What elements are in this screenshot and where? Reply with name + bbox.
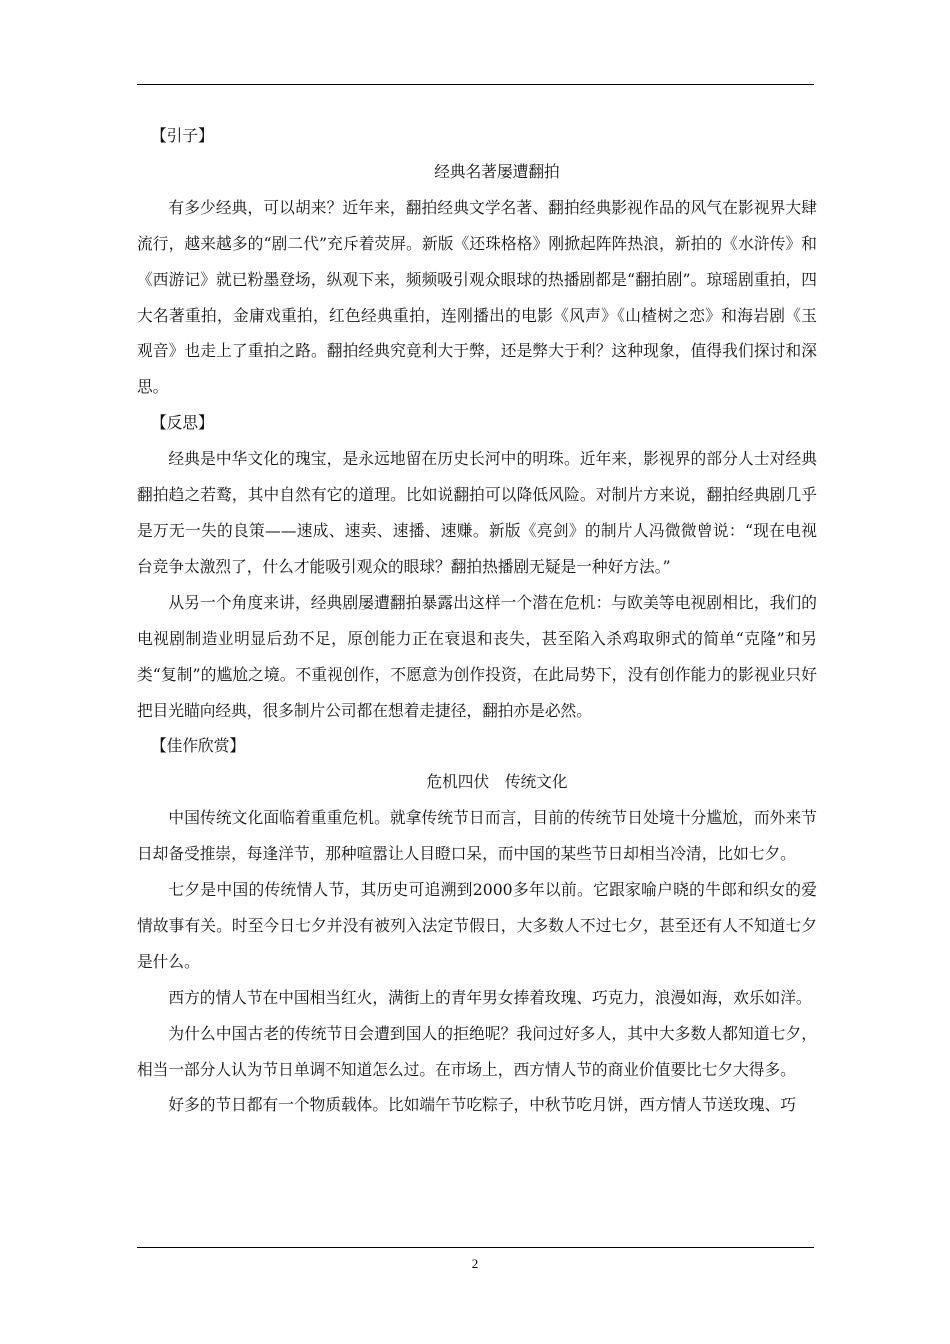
paragraph: 中国传统文化面临着重重危机。就拿传统节日而言，目前的传统节日处境十分尴尬，而外来节日却备受推崇，每逢洋节，那种喧嚣让人目瞪口呆，而中国的某些节日却相当冷清，比如七夕。 (137, 808, 817, 864)
section-heading: 【反思】 (151, 413, 214, 433)
article-title: 危机四伏 传统文化 (426, 772, 568, 792)
paragraph: 经典是中华文化的瑰宝，是永远地留在历史长河中的明珠。近年来，影视界的部分人士对经典翻拍趋之若鹜，其中自然有它的道理。比如说翻拍可以降低风险。对制片方来说，翻拍经典剧几乎是万无一失的良策——速成、速卖、速播、速赚。新版《亮剑》的制片人冯微微曾说：“现在电视台竞争太激烈了，什么才能吸引观众的眼球？翻拍热播剧无疑是一种好方法。” (137, 449, 817, 576)
paragraph: 有多少经典，可以胡来？近年来，翻拍经典文学名著、翻拍经典影视作品的风气在影视界大肆流行，越来越多的“剧二代”充斥着荧屏。新版《还珠格格》刚掀起阵阵热浪，新拍的《水浒传》和《西游记》就已粉墨登场，纵观下来，频频吸引观众眼球的热播剧都是“翻拍剧”。琼瑶剧重拍，四大名著重拍，金庸戏重拍，红色经典重拍，连刚播出的电影《风声》《山楂树之恋》和海岩剧《玉观音》也走上了重拍之路。翻拍经典究竟利大于弊，还是弊大于利？这种现象，值得我们探讨和深思。 (137, 197, 817, 397)
paragraph: 为什么中国古老的传统节日会遭到国人的拒绝呢？我问过好多人，其中大多数人都知道七夕，相当一部分人认为节日单调不知道怎么过。在市场上，西方情人节的商业价值要比七夕大得多。 (137, 1023, 817, 1079)
section-heading: 【佳作欣赏】 (151, 736, 246, 756)
page-number: 2 (471, 1256, 479, 1271)
paragraph: 西方的情人节在中国相当红火，满街上的青年男女捧着玫瑰、巧克力，浪漫如海，欢乐如洋。 (168, 987, 812, 1007)
paragraph: 七夕是中国的传统情人节，其历史可追溯到2000多年以前。它跟家喻户晓的牛郎和织女的爱情故事有关。时至今日七夕并没有被列入法定节假日，大多数人不过七夕，甚至还有人不知道七夕是什么。 (137, 880, 817, 971)
article-title: 经典名著屡遭翻拍 (434, 161, 560, 181)
footer-rule (137, 1247, 814, 1248)
header-rule (137, 84, 814, 85)
section-heading: 【引子】 (151, 126, 214, 145)
document-body (137, 118, 817, 1123)
paragraph: 好多的节日都有一个物质载体。比如端午节吃粽子，中秋节吃月饼，西方情人节送玫瑰、巧 (168, 1095, 796, 1115)
paragraph: 从另一个角度来讲，经典剧屡遭翻拍暴露出这样一个潜在危机：与欧美等电视剧相比，我们的电视剧制造业明显后劲不足，原创能力正在衰退和丧失，甚至陷入杀鸡取卵式的简单“克隆”和另类“复制”的尴尬之境。不重视创作，不愿意为创作投资，在此局势下，没有创作能力的影视业只好把目光瞄向经典，很多制片公司都在想着走捷径，翻拍亦是必然。 (137, 592, 817, 720)
